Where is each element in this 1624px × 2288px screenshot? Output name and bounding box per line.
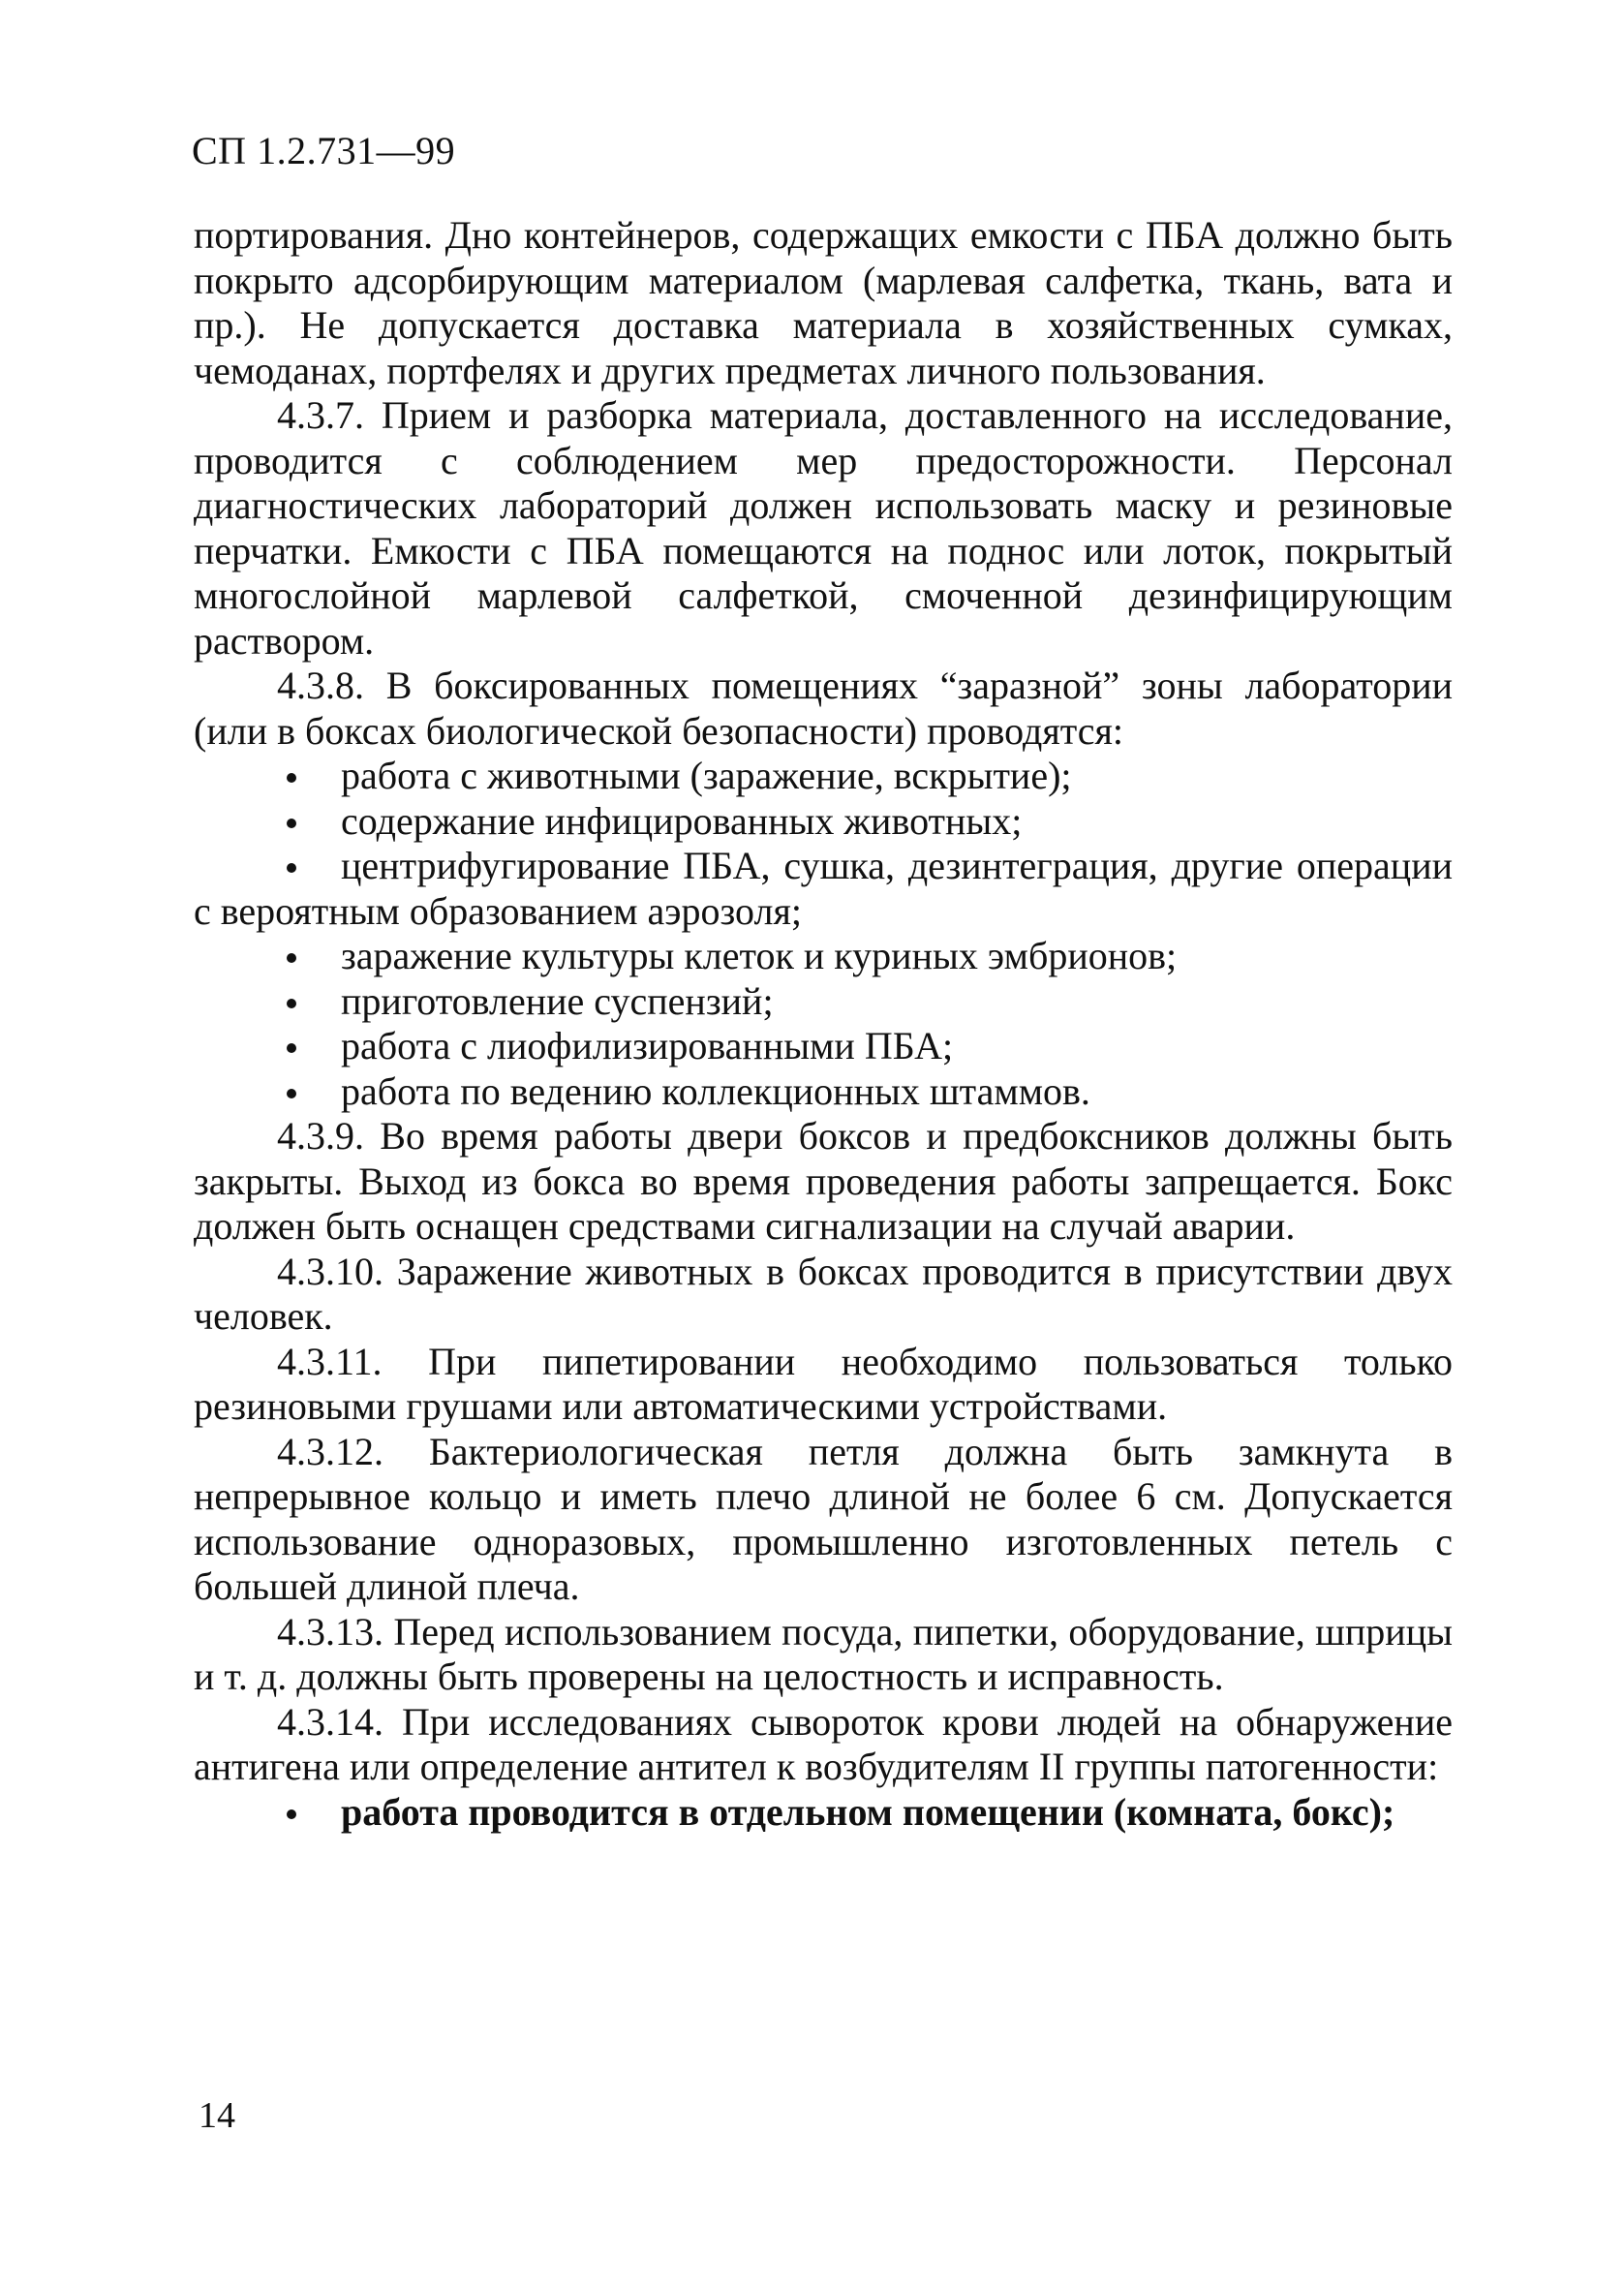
paragraph-4-3-8: 4.3.8. В боксированных помещениях “заразной” зоны лаборатории (или в боксах биологической безопасности) проводятся: bbox=[194, 664, 1453, 753]
bullet-dot-icon bbox=[287, 819, 296, 828]
list-item-text: приготовление суспензий; bbox=[341, 978, 774, 1023]
document-number-header: СП 1.2.731—99 bbox=[192, 129, 456, 172]
page-number: 14 bbox=[199, 2095, 235, 2136]
bullet-dot-icon bbox=[287, 863, 296, 873]
document-body bbox=[194, 213, 1453, 1835]
bullet-dot-icon bbox=[287, 773, 296, 783]
list-item bbox=[194, 934, 1453, 979]
list-item-text: заражение культуры клеток и куриных эмбрионов; bbox=[341, 934, 1178, 977]
list-item bbox=[194, 799, 1453, 845]
bullet-dot-icon bbox=[287, 1089, 296, 1098]
list-item bbox=[194, 1069, 1453, 1115]
list-item bbox=[194, 844, 1453, 934]
bullet-dot-icon bbox=[287, 1043, 296, 1053]
paragraph-4-3-12: 4.3.12. Бактериологическая петля должна быть замкнута в непрерывное кольцо и иметь плечо длиной не более 6 см. Допускается использование одноразовых, промышленно изготовленных петель с большей длиной плеча. bbox=[194, 1429, 1453, 1608]
paragraph-4-3-9: 4.3.9. Во время работы двери боксов и предбоксников должны быть закрыты. Выход из бокса во время проведения работы запрещается. Бокс должен быть оснащен средствами сигнализации на случай аварии. bbox=[194, 1114, 1453, 1248]
bullet-dot-icon bbox=[287, 953, 296, 963]
list-item-text: содержание инфицированных животных; bbox=[341, 798, 1023, 843]
list-item-text: работа с животными (заражение, вскрытие); bbox=[341, 754, 1072, 797]
list-item-text: центрифугирование ПБА, сушка, дезинтеграция, другие операции с вероятным образованием аэрозоля; bbox=[194, 844, 1453, 933]
paragraph-4-3-7: 4.3.7. Прием и разборка материала, доставленного на исследование, проводится с соблюдением мер предосторожности. Персонал диагностических лабораторий должен использовать маску и резиновые перчатки. Емкости с ПБА помещаются на поднос или лоток, покрытый многослойной марлевой салфеткой, смоченной дезинфицирующим раствором. bbox=[194, 393, 1453, 663]
paragraph-4-3-11: 4.3.11. При пипетировании необходимо пользоваться только резиновыми грушами или автоматическими устройствами. bbox=[194, 1339, 1453, 1428]
paragraph-continuation: портирования. Дно контейнеров, содержащих емкости с ПБА должно быть покрыто адсорбирующим материалом (марлевая салфетка, ткань, вата и пр.). Не допускается доставка материала в хозяйственных сумках, чемоданах, портфелях и других предметах личного пользования. bbox=[194, 213, 1453, 392]
list-item bbox=[194, 979, 1453, 1025]
list-item bbox=[194, 1024, 1453, 1069]
list-item bbox=[194, 1790, 1453, 1836]
list-item-text: работа по ведению коллекционных штаммов. bbox=[341, 1068, 1090, 1113]
paragraph-4-3-10: 4.3.10. Заражение животных в боксах проводится в присутствии двух человек. bbox=[194, 1249, 1453, 1338]
bullet-dot-icon bbox=[287, 1809, 296, 1819]
list-item bbox=[194, 754, 1453, 799]
bullet-list-boxed-rooms bbox=[194, 754, 1453, 1114]
list-item-text: работа с лиофилизированными ПБА; bbox=[341, 1024, 954, 1067]
list-item-text: работа проводится в отдельном помещении (комната, бокс); bbox=[341, 1789, 1395, 1834]
paragraph-4-3-14: 4.3.14. При исследованиях сывороток крови людей на обнаружение антигена или определение антител к возбудителям II группы патогенности: bbox=[194, 1699, 1453, 1788]
bullet-dot-icon bbox=[287, 999, 296, 1008]
paragraph-4-3-13: 4.3.13. Перед использованием посуда, пипетки, оборудование, шприцы и т. д. должны быть проверены на целостность и исправность. bbox=[194, 1609, 1453, 1698]
bullet-list-serum-studies bbox=[194, 1790, 1453, 1836]
